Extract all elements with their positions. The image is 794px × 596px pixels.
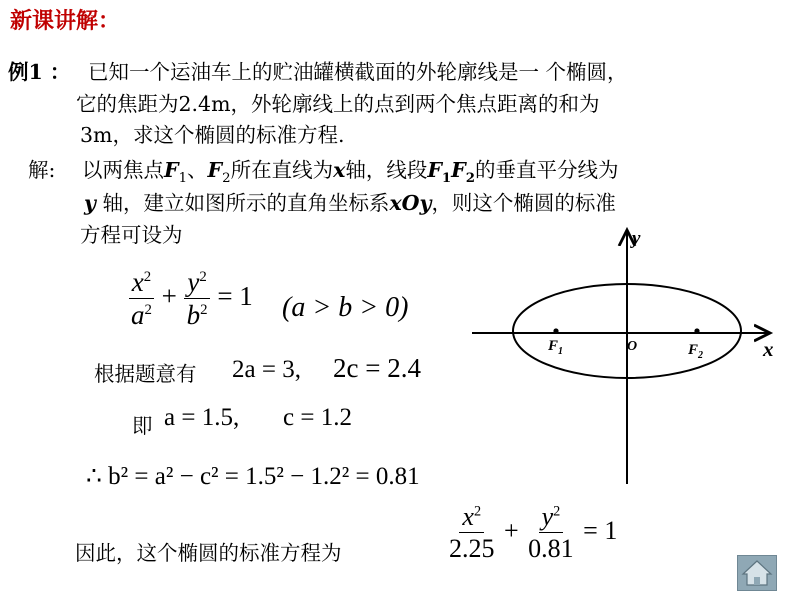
solution-line-2: y 轴，建立如图所示的直角坐标系xOy，则这个椭圆的标准 xyxy=(84,191,616,215)
ji-label: 即 xyxy=(132,414,153,438)
basis-label: 根据题意有 xyxy=(94,362,197,386)
ji-eq-1: a = 1.5, xyxy=(164,404,240,431)
ji-eq-2: c = 1.2 xyxy=(283,404,352,431)
solution-label: 解: xyxy=(28,158,56,182)
focus-f2 xyxy=(694,328,699,333)
y-axis-label: y xyxy=(632,228,641,249)
general-equation: $\frac{x^2}{a^2}$ + $\frac{y^2}{b^2}$ = 1 xyxy=(128,268,253,330)
conclusion-label: 因此，这个椭圆的标准方程为 xyxy=(75,541,342,565)
condition: (a > b > 0) xyxy=(282,292,409,323)
basis-eq-2: 2c = 2.4 xyxy=(333,353,421,383)
home-button[interactable] xyxy=(737,555,777,591)
example-line-3: 3m，求这个椭圆的标准方程. xyxy=(80,123,345,147)
focus-f1 xyxy=(553,328,558,333)
solution-line-3: 方程可设为 xyxy=(80,223,183,247)
f1-label: $F_1$ xyxy=(548,338,564,357)
section-title: 新课讲解： xyxy=(10,8,121,34)
home-icon xyxy=(738,556,776,590)
solution-line-1: 以两焦点$F_1$、$F_2$所在直线为x轴，线段$F_1F_2$的垂直平分线为 xyxy=(82,158,619,187)
final-equation: $\frac{x^2}{2.25}$ + $\frac{y^2}{0.81}$ = 1 xyxy=(449,502,618,564)
x-axis-label: x xyxy=(763,337,774,361)
example-label: 例1 ： xyxy=(8,60,71,84)
origin-label: O xyxy=(627,339,638,354)
basis-eq-1: 2a = 3, xyxy=(232,356,301,383)
ellipse-diagram xyxy=(470,222,780,484)
b-squared-equation: ∴ b² = a² − c² = 1.5² − 1.2² = 0.81 xyxy=(86,463,420,490)
f2-label: $F_2$ xyxy=(688,342,704,361)
example-line-1: 已知一个运油车上的贮油罐横截面的外轮廓线是一 个椭圆， xyxy=(88,60,628,84)
example-line-2: 它的焦距为2.4m，外轮廓线上的点到两个焦点距离的和为 xyxy=(76,92,600,116)
